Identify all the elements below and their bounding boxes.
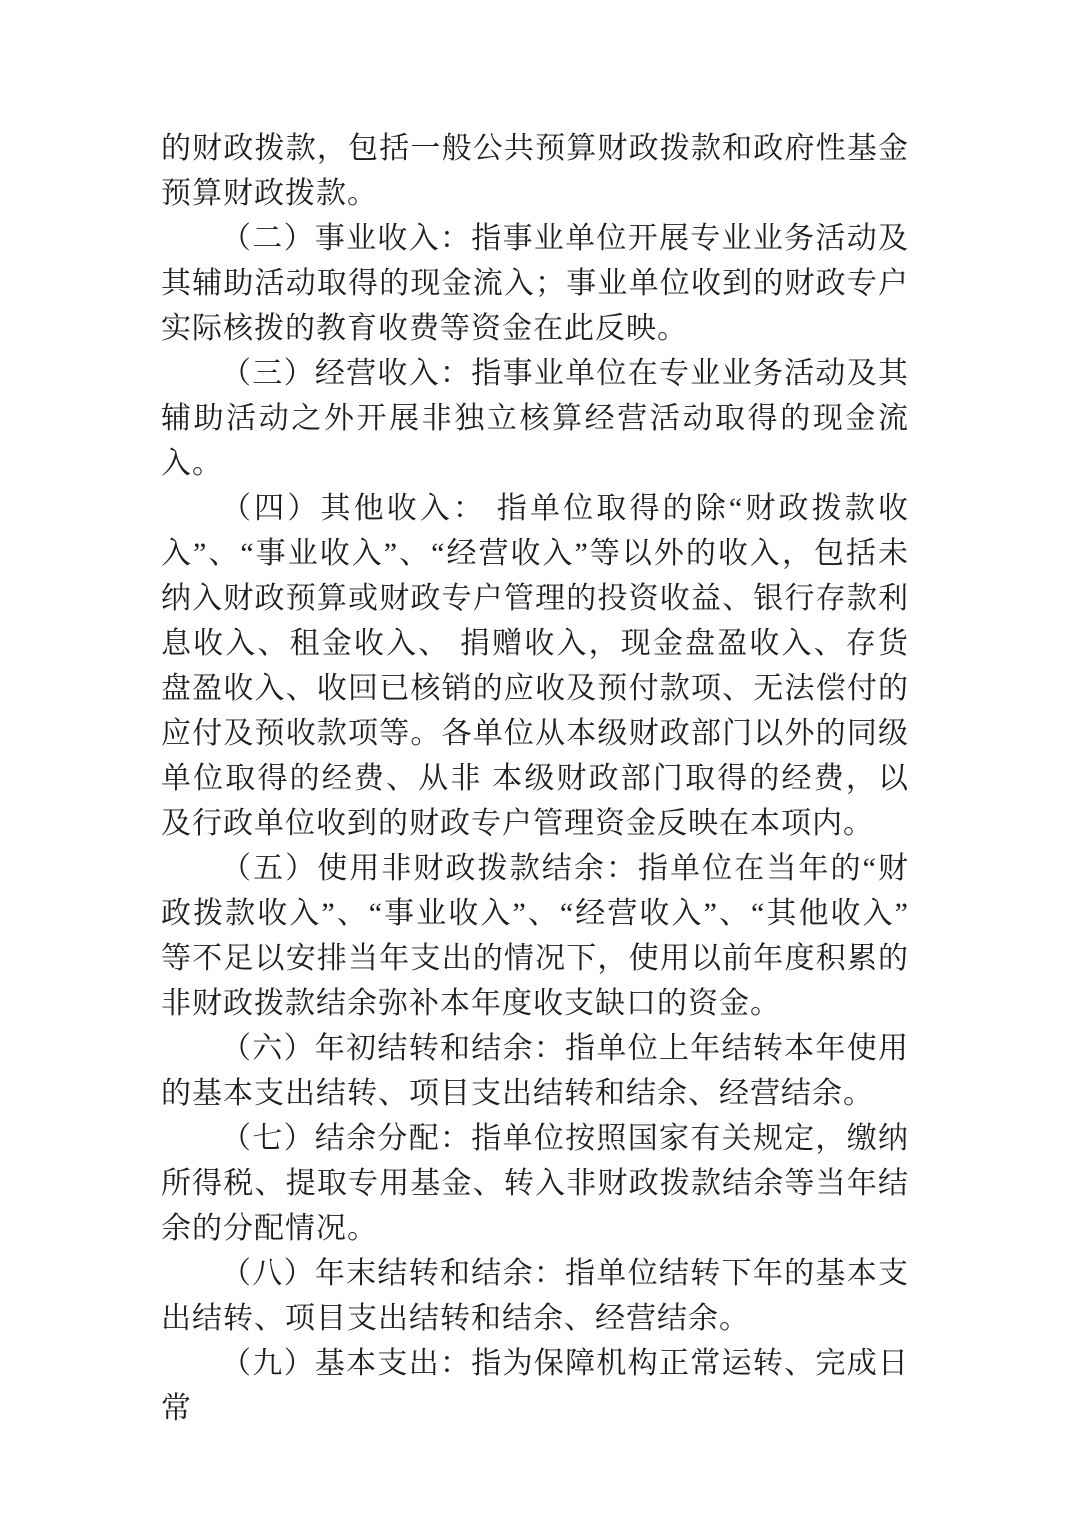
paragraph-item-4-qita-shouru: （四）其他收入： 指单位取得的除“财政拨款收入”、“事业收入”、“经营收入”等以外的收入，包括未纳入财政预算或财政专户管理的投资收益、银行存款利息收入、租金收入、 捐赠收入，现金盘盈收入、存货盘盈收入、收回已核销的应收及预付款项、无法偿付的应付及预收款项等。各单位从本级财政部门以外的同级单位取得的经费、从非 本级财政部门取得的经费，以及行政单位收到的财政专户管理资金反映在本项内。 <box>161 492 909 840</box>
page-text-block <box>161 126 909 1431</box>
paragraph-item-2-shiye-shouru: （二）事业收入：指事业单位开展专业业务活动及其辅助活动取得的现金流入；事业单位收到的财政专户实际核拨的教育收费等资金在此反映。 <box>161 222 909 345</box>
paragraph-item-9-jiben-zhichu: （九）基本支出：指为保障机构正常运转、完成日常 <box>161 1347 909 1425</box>
paragraph-item-5-shiyong-feicaizheng-bokuan-jieyu: （五）使用非财政拨款结余：指单位在当年的“财政拨款收入”、“事业收入”、“经营收入”、“其他收入”等不足以安排当年支出的情况下，使用以前年度积累的非财政拨款结余弥补本年度收支缺口的资金。 <box>161 852 909 1020</box>
paragraph-item-8-nianmo-jiezhuan-jieyu: （八）年末结转和结余：指单位结转下年的基本支出结转、项目支出结转和结余、经营结余。 <box>161 1257 909 1335</box>
paragraph-continuation: 的财政拨款，包括一般公共预算财政拨款和政府性基金预算财政拨款。 <box>161 132 909 210</box>
paragraph-item-3-jingying-shouru: （三）经营收入：指事业单位在专业业务活动及其辅助活动之外开展非独立核算经营活动取得的现金流入。 <box>161 357 909 480</box>
paragraph-item-7-jieyu-fenpei: （七）结余分配：指单位按照国家有关规定，缴纳所得税、提取专用基金、转入非财政拨款结余等当年结余的分配情况。 <box>161 1122 909 1245</box>
paragraph-item-6-nianchu-jiezhuan-jieyu: （六）年初结转和结余：指单位上年结转本年使用的基本支出结转、项目支出结转和结余、经营结余。 <box>161 1032 909 1110</box>
